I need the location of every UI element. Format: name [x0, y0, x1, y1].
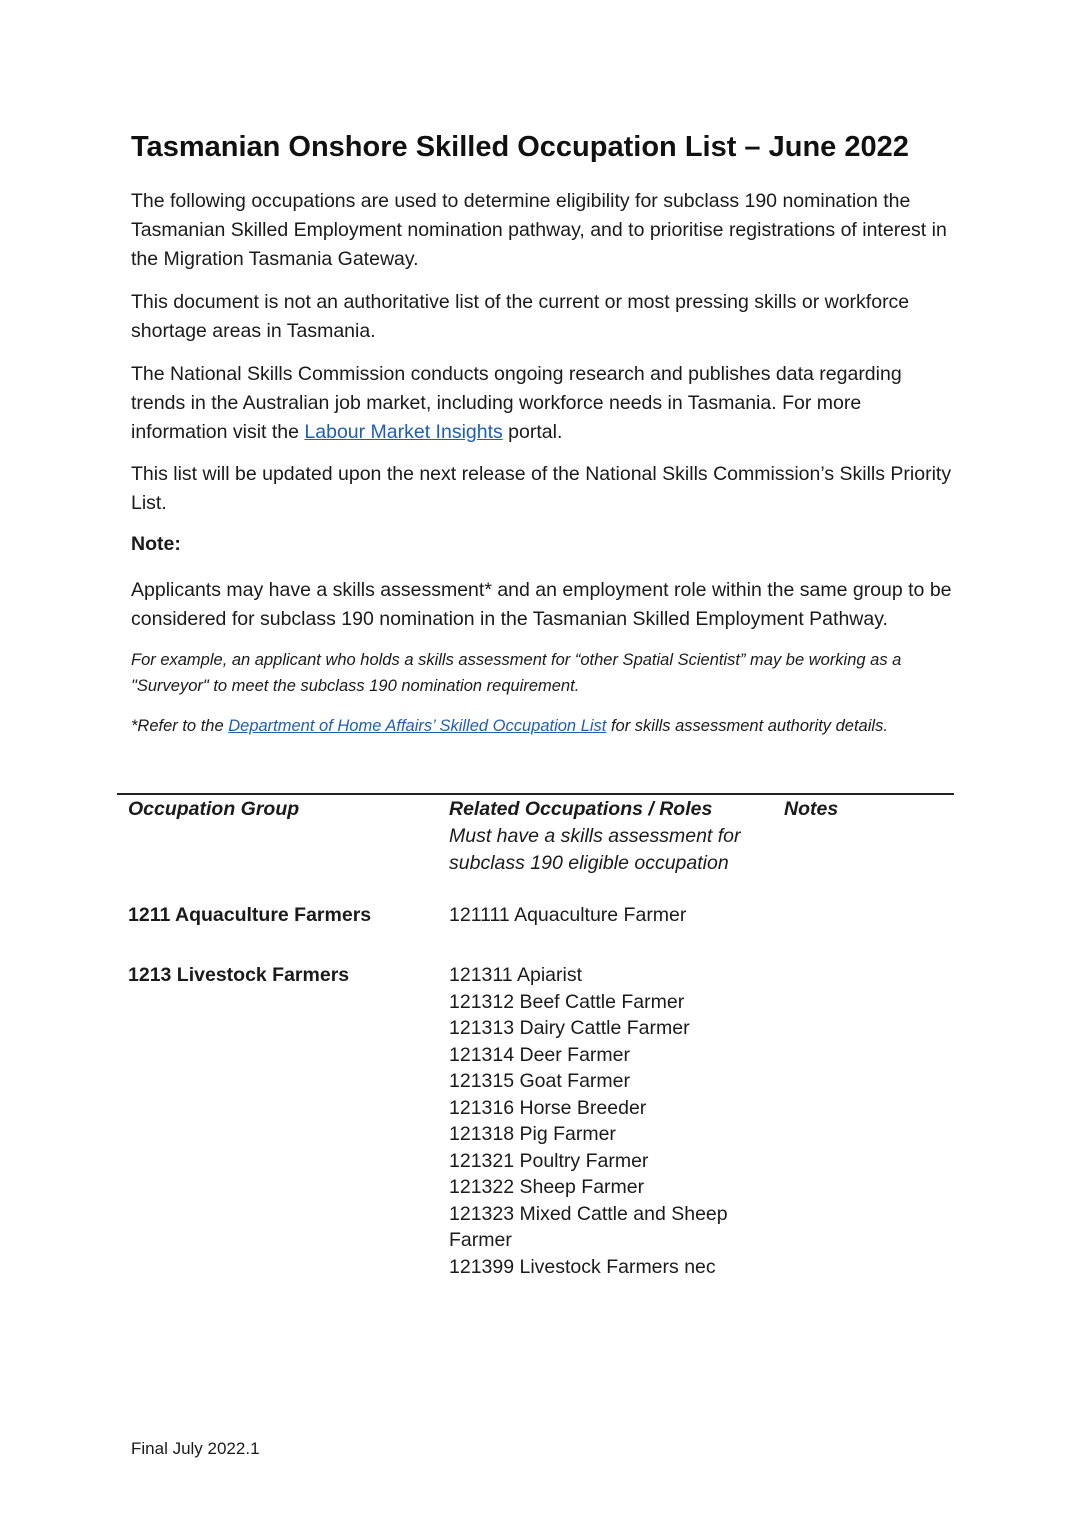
- refer-text-after: for skills assessment authority details.: [606, 717, 888, 735]
- table-row-group: [128, 962, 349, 989]
- research-text-after: portal.: [502, 420, 563, 443]
- related-occupations-list: [449, 902, 769, 929]
- related-occupation: 121316 Horse Breeder: [449, 1096, 647, 1119]
- related-occupation: 121315 Goat Farmer: [449, 1070, 631, 1092]
- occupation-group-name: 1213 Livestock Farmers: [128, 964, 350, 986]
- table-row-roles: [449, 902, 769, 929]
- research-paragraph: [131, 360, 961, 446]
- related-occupation: 121321 Poultry Farmer: [449, 1149, 649, 1172]
- footer-version: Final July 2022.1: [131, 1439, 260, 1458]
- table-row-roles: [449, 962, 769, 1280]
- page-title: Tasmanian Onshore Skilled Occupation List – June 2022: [131, 131, 909, 163]
- research-text-before: The National Skills Commission conducts ongoing research and publishes data regarding trends in the Australian job market, including workforce needs in Tasmania. For more information visit the: [131, 363, 902, 443]
- header-occupation-group-label: Occupation Group: [128, 798, 300, 820]
- related-occupation: 121323 Mixed Cattle and Sheep Farmer: [449, 1202, 728, 1251]
- header-related-occupations-label: Related Occupations / Roles: [449, 798, 713, 820]
- related-occupation: 121311 Apiarist: [449, 964, 582, 986]
- table-top-rule: [117, 793, 954, 795]
- occupation-group-name: 1211 Aquaculture Farmers: [128, 904, 372, 926]
- labour-market-insights-link[interactable]: Labour Market Insights: [304, 420, 503, 443]
- header-related-occupations: [449, 796, 769, 877]
- related-occupation: 121312 Beef Cattle Farmer: [449, 990, 685, 1013]
- related-occupation: 121322 Sheep Farmer: [449, 1176, 645, 1198]
- disclaimer-paragraph: This document is not an authoritative list of the current or most pressing skills or workforce shortage areas in Tasmania.: [131, 291, 910, 342]
- intro-paragraph: The following occupations are used to determine eligibility for subclass 190 nomination the Tasmanian Skilled Employment nomination pathway, and to prioritise registrations of interest in the Migration Tasmania Gateway.: [131, 190, 947, 270]
- table-row-group: [128, 902, 371, 929]
- related-occupation: 121313 Dairy Cattle Farmer: [449, 1017, 690, 1039]
- home-affairs-sol-link[interactable]: Department of Home Affairs’ Skilled Occupation List: [228, 717, 607, 735]
- related-occupations-list: [449, 962, 769, 1280]
- header-notes: [784, 796, 838, 823]
- note-heading: Note:: [131, 533, 181, 555]
- related-occupation: 121111 Aquaculture Farmer: [449, 904, 687, 926]
- header-notes-label: Notes: [784, 798, 839, 820]
- related-occupation: 121399 Livestock Farmers nec: [449, 1255, 716, 1278]
- refer-text-before: *Refer to the: [131, 717, 229, 735]
- related-occupation: 121318 Pig Farmer: [449, 1123, 616, 1145]
- related-occupation: 121314 Deer Farmer: [449, 1043, 631, 1066]
- note-example: For example, an applicant who holds a skills assessment for “other Spatial Scientist” may be working as a "Surveyor" to meet the subclass 190 nomination requirement.: [131, 651, 902, 695]
- note-refer: [131, 713, 971, 739]
- update-paragraph: This list will be updated upon the next release of the National Skills Commission’s Skills Priority List.: [131, 463, 952, 514]
- header-occupation-group: [128, 796, 299, 823]
- header-related-occupations-subtitle: Must have a skills assessment for subclass 190 eligible occupation: [449, 825, 741, 874]
- note-body: Applicants may have a skills assessment* and an employment role within the same group to be considered for subclass 190 nomination in the Tasmanian Skilled Employment Pathway.: [131, 579, 952, 630]
